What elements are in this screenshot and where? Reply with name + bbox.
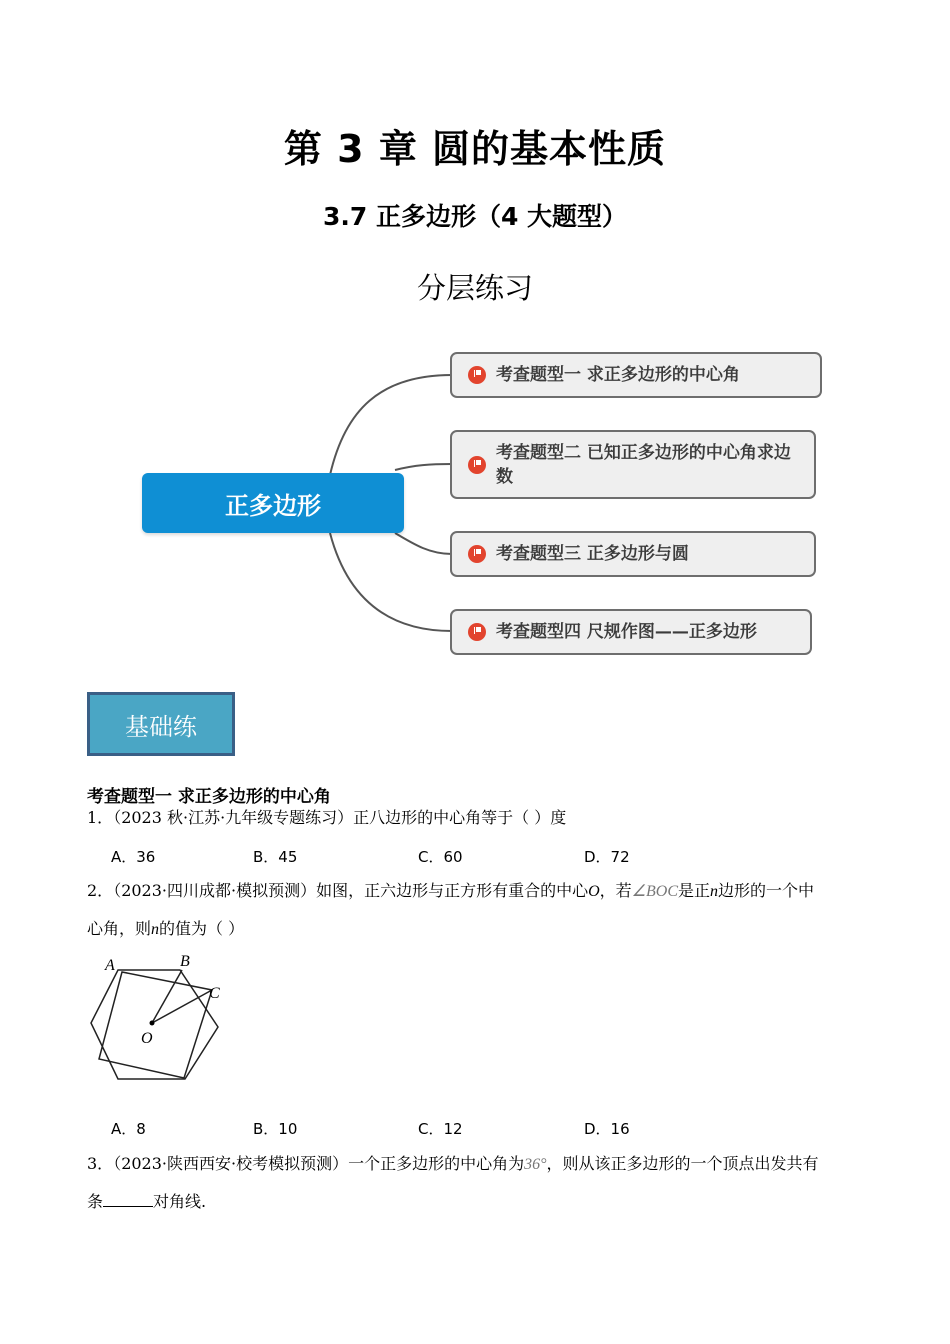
hexagon-square-figure <box>85 950 235 1085</box>
question-2: 2．（2023·四川成都·模拟预测）如图，正六边形与正方形有重合的中心O，若∠BOC是正n边形的一个中 <box>87 881 815 900</box>
label-a: A <box>105 957 115 974</box>
flag-icon <box>468 456 486 474</box>
question-2-line2: 心角，则n的值为（ ） <box>87 919 245 938</box>
flag-icon <box>468 623 486 641</box>
answer-blank[interactable] <box>103 1192 153 1207</box>
q1-option-c: C．60 <box>418 848 463 866</box>
mindmap-node-3 <box>450 531 816 577</box>
label-c: C <box>209 985 220 1002</box>
hexagon <box>91 970 218 1079</box>
label-o: O <box>141 1030 153 1047</box>
question-1: 1．（2023 秋·江苏·九年级专题练习）正八边形的中心角等于（ ）度 <box>87 808 567 827</box>
mindmap-node-label: 考查题型一 求正多边形的中心角 <box>496 365 740 385</box>
basic-practice-badge: 基础练 <box>87 692 235 756</box>
connector-2 <box>395 464 452 470</box>
q2-option-c: C．12 <box>418 1120 463 1138</box>
section-heading: 考查题型一 求正多边形的中心角 <box>87 787 331 807</box>
q1-option-b: B．45 <box>253 848 298 866</box>
center-point <box>150 1021 155 1026</box>
mindmap-node-label: 考查题型三 正多边形与圆 <box>496 544 689 564</box>
mindmap-node-label: 考查题型二 已知正多边形的中心角求边数 <box>496 442 791 487</box>
q1-option-a: A．36 <box>111 848 156 866</box>
question-3: 3．（2023·陕西西安·校考模拟预测）一个正多边形的中心角为36°，则从该正多边形的一个顶点出发共有 <box>87 1154 819 1173</box>
flag-icon <box>468 366 486 384</box>
connector-4 <box>330 533 452 631</box>
chapter-title: 第 3 章 圆的基本性质 <box>283 127 667 171</box>
label-b: B <box>180 953 190 970</box>
flag-icon <box>468 545 486 563</box>
section-title: 3.7 正多边形（4 大题型） <box>322 202 628 231</box>
mindmap-root: 正多边形 <box>142 473 404 533</box>
question-3-line2: 条 对角线. <box>87 1192 207 1211</box>
q1-option-d: D．72 <box>584 848 630 866</box>
q2-option-a: A．8 <box>111 1120 146 1138</box>
mindmap-node-1 <box>450 352 822 398</box>
connector-3 <box>395 533 452 554</box>
connector-1 <box>330 375 452 475</box>
layer-title: 分层练习 <box>416 271 533 305</box>
mindmap-node-4 <box>450 609 812 655</box>
q2-option-b: B．10 <box>253 1120 298 1138</box>
mindmap-node-2 <box>450 430 816 499</box>
mindmap-node-label: 考查题型四 尺规作图——正多边形 <box>496 622 757 642</box>
q2-option-d: D．16 <box>584 1120 630 1138</box>
